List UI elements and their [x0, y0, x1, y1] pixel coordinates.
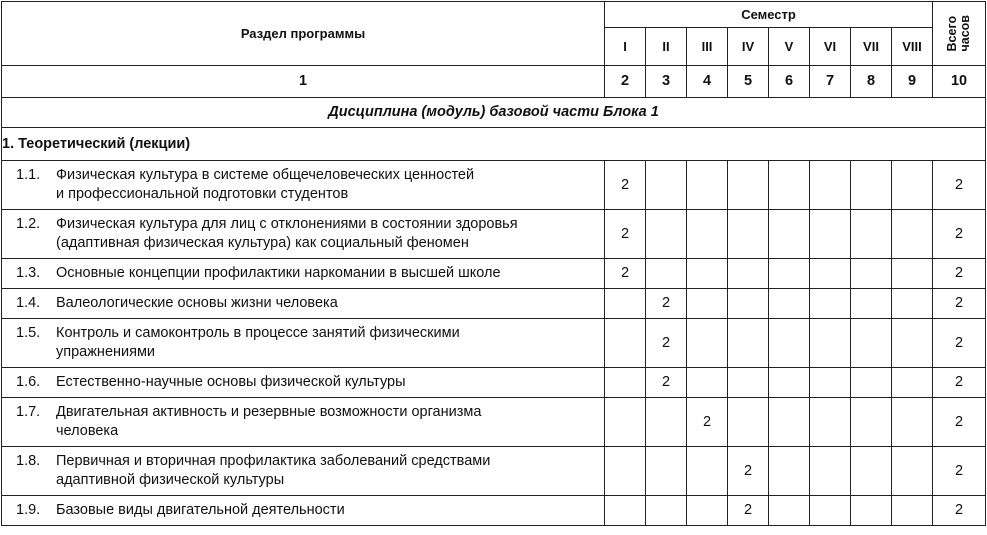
total-hours-label: Всего часов [945, 15, 973, 52]
hours-total: 2 [933, 398, 986, 447]
hours-s6 [810, 368, 851, 398]
hours-s5 [769, 319, 810, 368]
hours-s8 [892, 259, 933, 289]
topic-index: 1.5. [16, 325, 41, 341]
topic-text: Двигательная активность и резервные возможности организма человека [56, 404, 482, 439]
column-number: 7 [810, 66, 851, 98]
semester-5: V [769, 28, 810, 66]
table-row [2, 259, 986, 289]
hours-s4 [728, 161, 769, 210]
semester-4: IV [728, 28, 769, 66]
hours-s4: 2 [728, 447, 769, 496]
column-number: 5 [728, 66, 769, 98]
topic-cell [2, 210, 605, 259]
hours-s8 [892, 319, 933, 368]
hours-s3 [687, 447, 728, 496]
hours-s6 [810, 259, 851, 289]
topic-index: 1.1. [16, 167, 41, 183]
hours-s4 [728, 289, 769, 319]
header-row [2, 2, 986, 28]
table-row [2, 447, 986, 496]
semester-1: I [605, 28, 646, 66]
hours-s8 [892, 161, 933, 210]
topic-index: 1.9. [16, 502, 41, 518]
hours-total: 2 [933, 496, 986, 526]
hours-s3 [687, 210, 728, 259]
hours-s5 [769, 368, 810, 398]
semester-header: Семестр [605, 2, 933, 28]
column-number-row [2, 66, 986, 98]
topic-text: Базовые виды двигательной деятельности [56, 502, 345, 518]
hours-s1 [605, 496, 646, 526]
hours-s3: 2 [687, 398, 728, 447]
hours-s3 [687, 368, 728, 398]
hours-s8 [892, 447, 933, 496]
section-title: 1. Теоретический (лекции) [2, 128, 986, 161]
topic-cell [2, 447, 605, 496]
hours-s5 [769, 398, 810, 447]
column-number: 3 [646, 66, 687, 98]
hours-s8 [892, 289, 933, 319]
topic-text: Контроль и самоконтроль в процессе занятий физическими упражнениями [56, 325, 460, 360]
semester-8: VIII [892, 28, 933, 66]
discipline-row [2, 98, 986, 128]
topic-index: 1.6. [16, 374, 41, 390]
hours-s6 [810, 161, 851, 210]
topic-cell [2, 398, 605, 447]
column-number: 10 [933, 66, 986, 98]
table-row [2, 319, 986, 368]
table-row [2, 398, 986, 447]
topic-index: 1.8. [16, 453, 41, 469]
hours-s2 [646, 210, 687, 259]
topic-cell [2, 368, 605, 398]
curriculum-table [1, 1, 986, 526]
topic-cell [2, 496, 605, 526]
topic-index: 1.7. [16, 404, 41, 420]
semester-2: II [646, 28, 687, 66]
hours-s5 [769, 161, 810, 210]
hours-s2 [646, 496, 687, 526]
hours-s5 [769, 289, 810, 319]
hours-total: 2 [933, 368, 986, 398]
topic-cell [2, 289, 605, 319]
hours-s7 [851, 210, 892, 259]
section-row [2, 128, 986, 161]
hours-s7 [851, 447, 892, 496]
hours-s1 [605, 289, 646, 319]
hours-s8 [892, 368, 933, 398]
hours-s3 [687, 319, 728, 368]
hours-s7 [851, 368, 892, 398]
hours-s1 [605, 319, 646, 368]
hours-s3 [687, 496, 728, 526]
hours-s3 [687, 289, 728, 319]
hours-s1: 2 [605, 161, 646, 210]
topic-text: Основные концепции профилактики наркомании в высшей школе [56, 265, 501, 281]
semester-7: VII [851, 28, 892, 66]
column-number: 6 [769, 66, 810, 98]
discipline-title: Дисциплина (модуль) базовой части Блока 1 [2, 98, 986, 128]
table-row [2, 210, 986, 259]
hours-s7 [851, 289, 892, 319]
hours-s4 [728, 210, 769, 259]
topic-cell [2, 319, 605, 368]
hours-s4 [728, 398, 769, 447]
hours-total: 2 [933, 210, 986, 259]
hours-s8 [892, 496, 933, 526]
hours-s6 [810, 289, 851, 319]
hours-s4 [728, 368, 769, 398]
hours-s4 [728, 259, 769, 289]
topic-index: 1.3. [16, 265, 41, 281]
hours-s4: 2 [728, 496, 769, 526]
topic-index: 1.2. [16, 216, 41, 232]
table-row [2, 368, 986, 398]
hours-s2 [646, 398, 687, 447]
table-row [2, 161, 986, 210]
hours-s3 [687, 259, 728, 289]
table-row [2, 289, 986, 319]
hours-s1 [605, 368, 646, 398]
hours-s1: 2 [605, 259, 646, 289]
hours-s2 [646, 161, 687, 210]
hours-s5 [769, 259, 810, 289]
hours-s8 [892, 210, 933, 259]
hours-s3 [687, 161, 728, 210]
topic-index: 1.4. [16, 295, 41, 311]
hours-total: 2 [933, 259, 986, 289]
hours-s2 [646, 447, 687, 496]
hours-total: 2 [933, 319, 986, 368]
hours-s7 [851, 496, 892, 526]
hours-s5 [769, 447, 810, 496]
topic-text: Физическая культура для лиц с отклонениями в состоянии здоровья (адаптивная физическая культура) как социальный феномен [56, 216, 518, 251]
hours-s6 [810, 319, 851, 368]
hours-s6 [810, 447, 851, 496]
hours-s8 [892, 398, 933, 447]
hours-s6 [810, 210, 851, 259]
topic-text: Валеологические основы жизни человека [56, 295, 338, 311]
hours-s6 [810, 398, 851, 447]
column-number: 4 [687, 66, 728, 98]
hours-s4 [728, 319, 769, 368]
hours-total: 2 [933, 161, 986, 210]
section-header: Раздел программы [2, 2, 605, 66]
hours-s7 [851, 161, 892, 210]
hours-s7 [851, 319, 892, 368]
hours-s1: 2 [605, 210, 646, 259]
topic-text: Физическая культура в системе общечеловеческих ценностей и профессиональной подготовки студентов [56, 167, 475, 202]
topic-text: Первичная и вторичная профилактика заболеваний средствами адаптивной физической культуры [56, 453, 491, 488]
topic-cell [2, 161, 605, 210]
hours-s2: 2 [646, 368, 687, 398]
hours-s7 [851, 259, 892, 289]
hours-s2: 2 [646, 319, 687, 368]
hours-s5 [769, 210, 810, 259]
column-number: 2 [605, 66, 646, 98]
hours-s1 [605, 447, 646, 496]
hours-s7 [851, 398, 892, 447]
hours-s1 [605, 398, 646, 447]
hours-s5 [769, 496, 810, 526]
topic-text: Естественно-научные основы физической культуры [56, 374, 406, 390]
column-number: 1 [2, 66, 605, 98]
column-number: 8 [851, 66, 892, 98]
total-hours-header [933, 2, 986, 66]
hours-total: 2 [933, 447, 986, 496]
topic-cell [2, 259, 605, 289]
hours-s2: 2 [646, 289, 687, 319]
column-number: 9 [892, 66, 933, 98]
hours-s6 [810, 496, 851, 526]
table-row [2, 496, 986, 526]
hours-total: 2 [933, 289, 986, 319]
hours-s2 [646, 259, 687, 289]
semester-6: VI [810, 28, 851, 66]
semester-3: III [687, 28, 728, 66]
